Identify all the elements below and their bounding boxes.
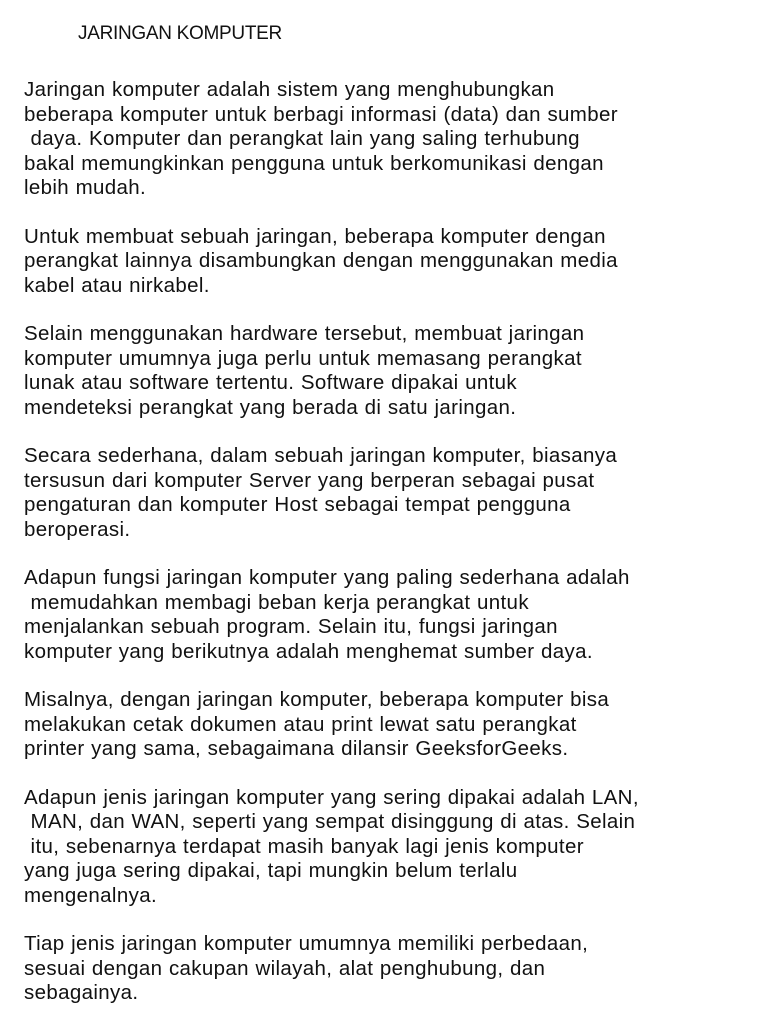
text-line: mendeteksi perangkat yang berada di satu jaringan. (24, 395, 517, 419)
text-line: Secara sederhana, dalam sebuah jaringan komputer, biasanya (24, 444, 618, 467)
paragraph-1 (24, 78, 746, 201)
text-line: melakukan cetak dokumen atau print lewat satu perangkat (24, 712, 577, 736)
paragraph-6 (24, 688, 746, 762)
text-line: printer yang sama, sebagaimana dilansir GeeksforGeeks. (24, 737, 569, 760)
paragraph-2 (24, 225, 746, 299)
paragraph-7 (24, 786, 746, 909)
paragraph-4 (24, 444, 746, 542)
text-line: kabel atau nirkabel. (24, 273, 210, 297)
text-line: perangkat lainnya disambungkan dengan menggunakan media (24, 249, 618, 272)
text-line: Adapun jenis jaringan komputer yang sering dipakai adalah LAN, (24, 785, 639, 809)
text-line: daya. Komputer dan perangkat lain yang saling terhubung (24, 127, 580, 150)
text-line: sebagainya. (24, 981, 139, 1004)
text-line: Tiap jenis jaringan komputer umumnya memiliki perbedaan, (24, 932, 589, 955)
paragraph-3 (24, 322, 746, 420)
text-line: menjalankan sebuah program. Selain itu, fungsi jaringan (24, 615, 558, 638)
document-title: JARINGAN KOMPUTER (78, 23, 282, 44)
text-line: memudahkan membagi beban kerja perangkat untuk (24, 590, 529, 614)
document-body (24, 78, 746, 1030)
text-line: tersusun dari komputer Server yang berperan sebagai pusat (24, 468, 595, 492)
text-line: beroperasi. (24, 517, 131, 541)
paragraph-8 (24, 932, 746, 1006)
text-line: Adapun fungsi jaringan komputer yang paling sederhana adalah (24, 566, 630, 589)
text-line: beberapa komputer untuk berbagi informasi (data) dan sumber (24, 102, 618, 126)
text-line: Jaringan komputer adalah sistem yang menghubungkan (24, 78, 555, 101)
text-line: mengenalnya. (24, 883, 157, 907)
text-line: MAN, dan WAN, seperti yang sempat disinggung di atas. Selain (24, 810, 636, 833)
text-line: Selain menggunakan hardware tersebut, membuat jaringan (24, 322, 585, 345)
text-line: komputer umumnya juga perlu untuk memasang perangkat (24, 346, 582, 370)
text-line: itu, sebenarnya terdapat masih banyak lagi jenis komputer (24, 834, 584, 858)
text-line: pengaturan dan komputer Host sebagai tempat pengguna (24, 493, 571, 516)
text-line: bakal memungkinkan pengguna untuk berkomunikasi dengan (24, 151, 604, 175)
text-line: lunak atau software tertentu. Software dipakai untuk (24, 371, 517, 394)
text-line: komputer yang berikutnya adalah menghemat sumber daya. (24, 639, 593, 663)
text-line: sesuai dengan cakupan wilayah, alat penghubung, dan (24, 956, 546, 980)
text-line: Untuk membuat sebuah jaringan, beberapa komputer dengan (24, 224, 606, 248)
text-line: yang juga sering dipakai, tapi mungkin belum terlalu (24, 859, 518, 882)
text-line: lebih mudah. (24, 176, 147, 199)
text-line: Misalnya, dengan jaringan komputer, beberapa komputer bisa (24, 688, 610, 711)
paragraph-5 (24, 566, 746, 664)
